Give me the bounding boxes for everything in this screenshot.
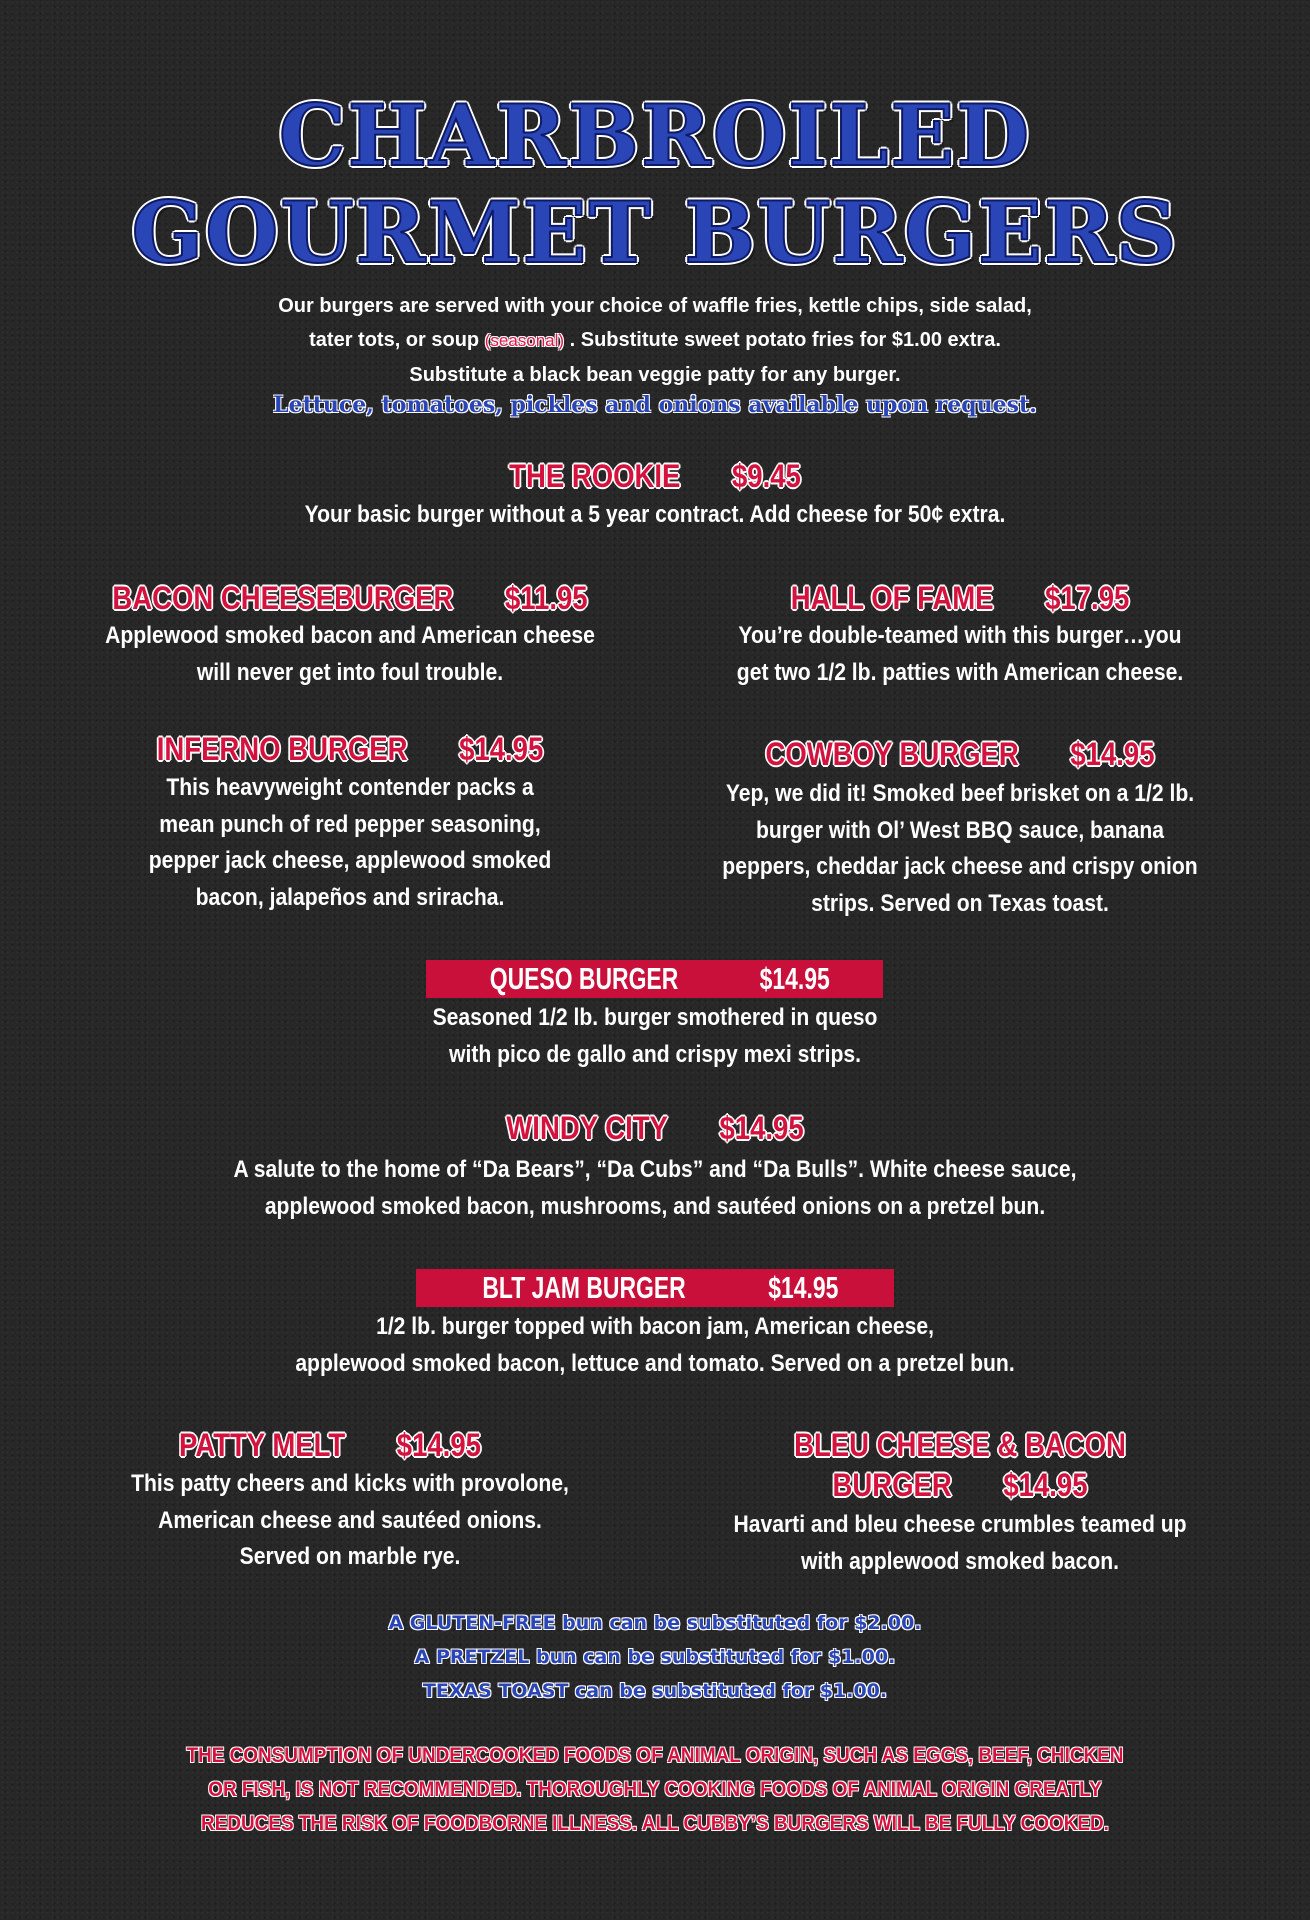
seasonal-note: (seasonal) <box>484 331 565 350</box>
intro-line-3: Substitute a black bean veggie patty for any burger. <box>409 364 901 386</box>
item-name: INFERNO BURGER <box>156 731 408 767</box>
description-line: This heavyweight contender packs a <box>166 774 534 801</box>
description-line: 1/2 lb. burger topped with bacon jam, American cheese, <box>376 1313 934 1340</box>
item-description-hall-of-fame <box>678 618 1241 691</box>
item-description-cowboy-burger <box>678 776 1241 922</box>
item-price: $14.95 <box>768 1270 839 1305</box>
item-heading-queso-burger <box>426 960 883 998</box>
item-name-line-1: BLEU CHEESE & BACON <box>794 1427 1126 1463</box>
description-line: mean punch of red pepper seasoning, <box>159 810 541 838</box>
item-price: $14.95 <box>1070 736 1155 772</box>
description-line: pepper jack cheese, applewood smoked <box>148 847 552 874</box>
description-line: with applewood smoked bacon. <box>800 1547 1120 1575</box>
item-heading-cowboy-burger <box>702 734 1218 774</box>
food-safety-warning <box>0 1738 1310 1840</box>
item-heading-bacon-cheeseburger <box>92 578 608 618</box>
item-price: $14.95 <box>719 1110 804 1146</box>
description-line: applewood smoked bacon, lettuce and tomato. Served on a pretzel bun. <box>295 1349 1015 1377</box>
item-heading-hall-of-fame <box>702 578 1218 618</box>
item-price: $14.95 <box>396 1427 481 1463</box>
item-heading-inferno-burger <box>92 729 608 769</box>
item-price: $9.45 <box>731 458 801 494</box>
warning-line: OR FISH, IS NOT RECOMMENDED. THOROUGHLY COOKING FOODS OF ANIMAL ORIGIN GREATLY <box>208 1777 1102 1801</box>
warning-line: THE CONSUMPTION OF UNDERCOOKED FOODS OF ANIMAL ORIGIN, SUCH AS EGGS, BEEF, CHICKEN <box>186 1743 1124 1767</box>
item-description-patty-melt <box>68 1466 631 1576</box>
description-line: applewood smoked bacon, mushrooms, and sautéed onions on a pretzel bun. <box>264 1192 1046 1220</box>
toppings-request-note: Lettuce, tomatoes, pickles and onions available upon request. <box>273 392 1037 418</box>
description-line: get two 1/2 lb. patties with American cheese. <box>736 658 1184 686</box>
item-description-the-rookie <box>79 497 1232 534</box>
item-price: $14.95 <box>1003 1467 1088 1503</box>
item-name: BURGER <box>832 1467 952 1503</box>
description-line: Applewood smoked bacon and American cheese <box>105 622 595 649</box>
description-line: burger with Ol’ West BBQ sauce, banana <box>755 816 1165 844</box>
item-heading-bleu-cheese-bacon-burger <box>702 1425 1218 1505</box>
description-line: Seasoned 1/2 lb. burger smothered in queso <box>432 1004 878 1031</box>
description-line: Served on marble rye. <box>239 1543 461 1570</box>
menu-title-line1: CHARBROILED <box>278 86 1032 185</box>
item-price: $14.95 <box>759 961 830 996</box>
description-line: This patty cheers and kicks with provolone, <box>131 1470 569 1497</box>
description-line: will never get into foul trouble. <box>196 658 504 686</box>
item-name: HALL OF FAME <box>790 580 994 616</box>
item-description-blt-jam-burger <box>79 1309 1232 1382</box>
item-name: BACON CHEESEBURGER <box>112 580 454 616</box>
description-line: Havarti and bleu cheese crumbles teamed up <box>733 1511 1187 1538</box>
item-heading-windy-city <box>92 1108 1219 1148</box>
item-price: $11.95 <box>504 580 588 616</box>
item-description-windy-city <box>79 1152 1232 1225</box>
item-heading-patty-melt <box>72 1425 588 1465</box>
description-line: peppers, cheddar jack cheese and crispy onion <box>722 853 1198 880</box>
item-description-inferno-burger <box>68 770 631 916</box>
item-name: PATTY MELT <box>179 1427 346 1463</box>
item-name: BLT JAM BURGER <box>482 1270 686 1305</box>
item-name: WINDY CITY <box>506 1110 668 1146</box>
description-line: bacon, jalapeños and sriracha. <box>195 883 505 911</box>
description-line: Your basic burger without a 5 year contract. Add cheese for 50¢ extra. <box>304 501 1006 528</box>
item-description-queso-burger <box>79 1000 1232 1073</box>
intro-line-2-start: tater tots, or soup <box>309 329 480 351</box>
description-line: Yep, we did it! Smoked beef brisket on a 1/2 lb. <box>725 780 1195 807</box>
item-description-bleu-cheese-bacon-burger <box>678 1507 1241 1580</box>
bun-note: A PRETZEL bun can be substituted for $1.00. <box>414 1646 896 1668</box>
intro-line-2-end: . Substitute sweet potato fries for $1.00 extra. <box>569 329 1001 351</box>
intro-line-1: Our burgers are served with your choice of waffle fries, kettle chips, side salad, <box>278 295 1032 317</box>
item-name: THE ROOKIE <box>509 458 681 494</box>
description-line: American cheese and sautéed onions. <box>158 1506 542 1534</box>
item-price: $14.95 <box>459 731 544 767</box>
item-description-bacon-cheeseburger <box>68 618 631 691</box>
item-name: COWBOY BURGER <box>765 736 1019 772</box>
menu-title-line2: GOURMET BURGERS <box>131 183 1179 282</box>
intro-line-2 <box>0 323 1310 358</box>
description-line: with pico de gallo and crispy mexi strips. <box>449 1040 861 1068</box>
bun-note: A GLUTEN-FREE bun can be substituted for $2.00. <box>388 1612 922 1634</box>
warning-line: REDUCES THE RISK OF FOODBORNE ILLNESS. ALL CUBBY’S BURGERS WILL BE FULLY COOKED. <box>201 1811 1109 1835</box>
item-name: QUESO BURGER <box>489 961 678 996</box>
bun-note: TEXAS TOAST can be substituted for $1.00. <box>422 1680 888 1702</box>
bun-substitutions <box>0 1606 1310 1708</box>
description-line: A salute to the home of “Da Bears”, “Da Cubs” and “Da Bulls”. White cheese sauce, <box>233 1156 1077 1183</box>
intro-text <box>0 289 1310 392</box>
item-heading-blt-jam-burger <box>416 1269 894 1307</box>
item-heading-the-rookie <box>92 456 1219 496</box>
description-line: strips. Served on Texas toast. <box>811 889 1109 917</box>
item-price: $17.95 <box>1045 580 1130 616</box>
description-line: You’re double-teamed with this burger…you <box>738 622 1182 649</box>
item-name-line-2 <box>702 1465 1218 1505</box>
